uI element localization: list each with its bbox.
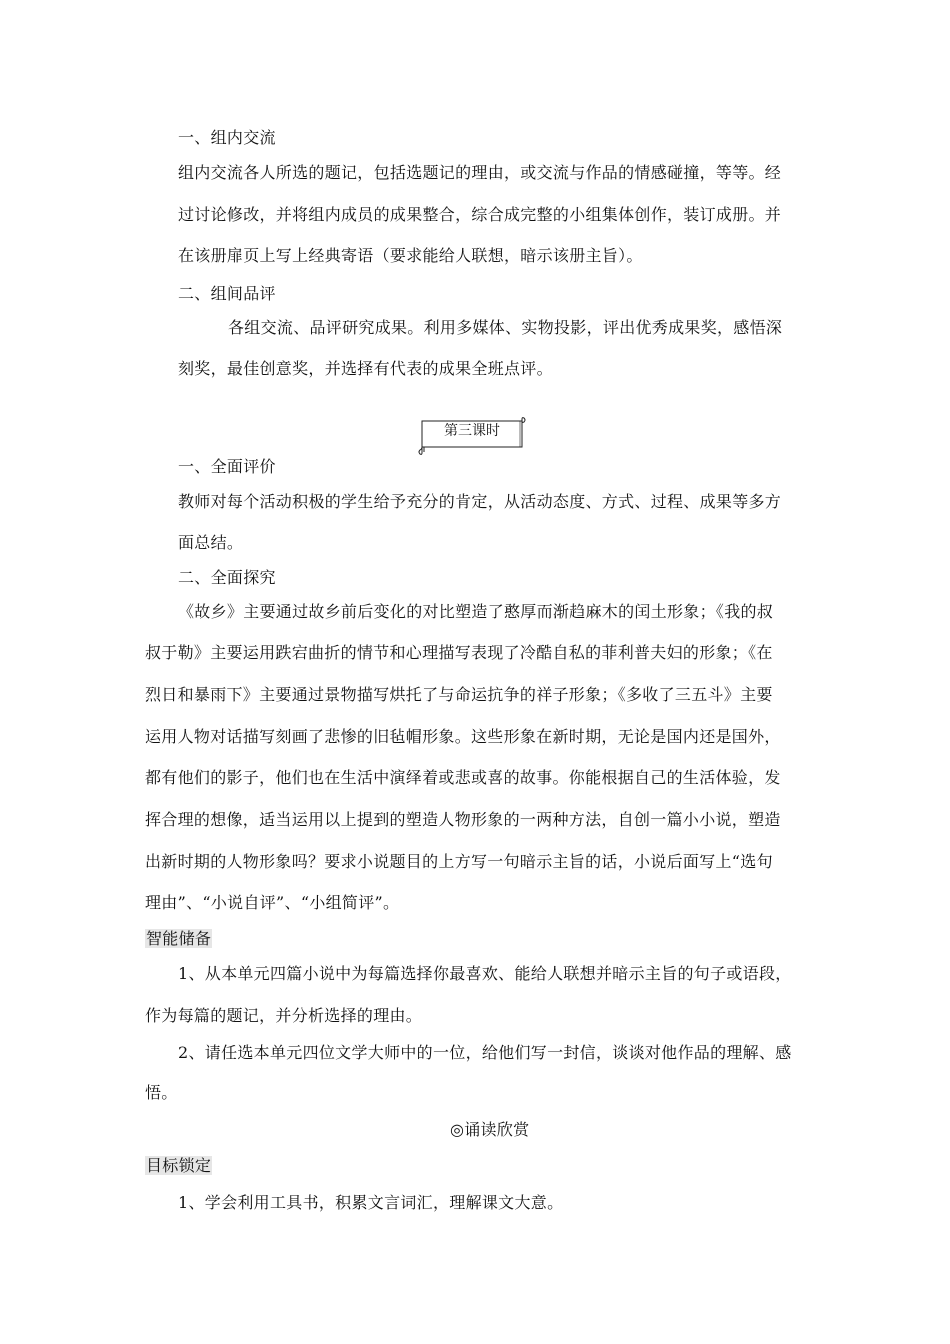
lesson-title-scroll bbox=[416, 416, 528, 456]
heading-full-inquiry: 二、全面探究 bbox=[178, 568, 276, 587]
heading-full-evaluation: 一、全面评价 bbox=[178, 457, 276, 476]
paragraph-line: 面总结。 bbox=[178, 533, 244, 552]
paragraph-line: 组内交流各人所选的题记，包括选题记的理由，或交流与作品的情感碰撞，等等。经 bbox=[178, 163, 782, 182]
paragraph-line: 叔于勒》主要运用跌宕曲折的情节和心理描写表现了冷酷自私的菲利普夫妇的形象；《在 bbox=[145, 643, 773, 662]
paragraph-line: 刻奖，最佳创意奖，并选择有代表的成果全班点评。 bbox=[178, 359, 553, 378]
paragraph-line: 《故乡》主要通过故乡前后变化的对比塑造了憨厚而渐趋麻木的闰土形象；《我的叔 bbox=[178, 602, 774, 621]
paragraph-line: 挥合理的想像，适当运用以上提到的塑造人物形象的一两种方法，自创一篇小小说，塑造 bbox=[145, 810, 781, 829]
lesson-title: 第三课时 bbox=[444, 423, 500, 439]
paragraph-line: 教师对每个活动积极的学生给予充分的肯定，从活动态度、方式、过程、成果等多方 bbox=[178, 492, 782, 511]
paragraph-line: 过讨论修改，并将组内成员的成果整合，综合成完整的小组集体创作，装订成册。并 bbox=[178, 205, 782, 224]
paragraph-line: 都有他们的影子，他们也在生活中演绎着或悲或喜的故事。你能根据自己的生活体验，发 bbox=[145, 768, 781, 787]
heading-group-exchange: 一、组内交流 bbox=[178, 128, 276, 147]
paragraph-line: 烈日和暴雨下》主要通过景物描写烘托了与命运抗争的祥子形象；《多收了三五斗》主要 bbox=[145, 685, 773, 704]
paragraph-line: 各组交流、品评研究成果。利用多媒体、实物投影，评出优秀成果奖，感悟深 bbox=[228, 318, 783, 337]
paragraph-line: 2、请任选本单元四位文学大师中的一位，给他们写一封信，谈谈对他作品的理解、感 bbox=[178, 1043, 792, 1062]
paragraph-line: 理由”、“小说自评”、“小组简评”。 bbox=[145, 893, 400, 912]
paragraph-line: 1、从本单元四篇小说中为每篇选择你最喜欢、能给人联想并暗示主旨的句子或语段， bbox=[178, 964, 792, 983]
paragraph-line: 悟。 bbox=[145, 1083, 178, 1102]
paragraph-line: 作为每篇的题记，并分析选择的理由。 bbox=[145, 1006, 423, 1025]
section-heading-smart-reserve: 智能储备 bbox=[146, 929, 212, 948]
section-title-recitation: ◎诵读欣赏 bbox=[450, 1120, 530, 1139]
paragraph-line: 1、学会利用工具书，积累文言词汇，理解课文大意。 bbox=[178, 1193, 564, 1212]
paragraph-line: 在该册扉页上写上经典寄语（要求能给人联想，暗示该册主旨）。 bbox=[178, 246, 643, 265]
paragraph-line: 出新时期的人物形象吗？要求小说题目的上方写一句暗示主旨的话，小说后面写上“选句 bbox=[145, 852, 773, 871]
paragraph-line: 运用人物对话描写刻画了悲惨的旧毡帽形象。这些形象在新时期，无论是国内还是国外， bbox=[145, 727, 781, 746]
heading-group-review: 二、组间品评 bbox=[178, 284, 276, 303]
section-heading-target: 目标锁定 bbox=[146, 1156, 212, 1175]
